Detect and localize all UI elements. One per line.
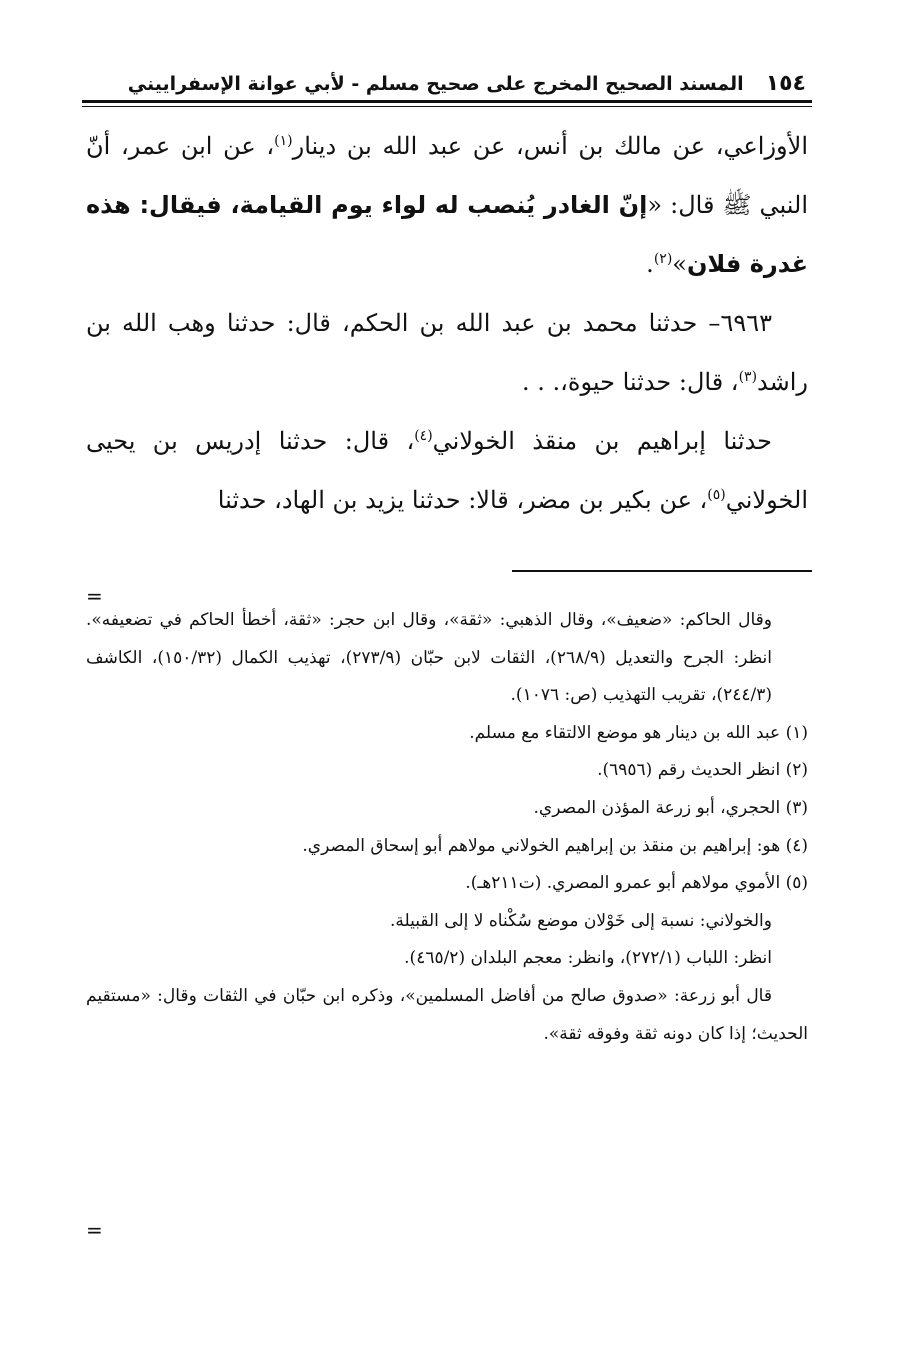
running-title: المسند الصحيح المخرج على صحيح مسلم - لأبي عوانة الإسفراييني xyxy=(127,73,744,95)
footnote-ref: (١) xyxy=(274,133,293,149)
footnote-ref: (٢) xyxy=(653,251,673,267)
footnote-5-note-2: انظر: اللباب (٢٧٢/١)، وانظر: معجم البلدان (٤٦٥/٢). xyxy=(404,948,772,969)
footnote-5: (٥) الأموي مولاهم أبو عمرو المصري. (ت٢١١هـ). xyxy=(465,873,808,894)
footnotes xyxy=(86,602,808,1053)
text-run: حدثنا إبراهيم بن منقذ الخولاني xyxy=(432,427,772,455)
hadith-quote: إنّ الغادر يُنصب له لواء يوم القيامة، فيقال: هذه غدرة فلان xyxy=(86,191,808,278)
footnote-1: (١) عبد الله بن دينار هو موضع الالتقاء مع مسلم. xyxy=(469,722,808,743)
continuation-mark: = xyxy=(86,584,103,608)
footnote-2: (٢) انظر الحديث رقم (٦٩٥٦). xyxy=(597,760,808,781)
document-page xyxy=(82,60,812,1310)
footnote-5-note-3: قال أبو زرعة: «صدوق صالح من أفاضل المسلمين»، وذكره ابن حبّان في الثقات وقال: «مستقيم الحديث؛ إذا كان دونه ثقة وفوقه ثقة». xyxy=(86,985,808,1044)
paragraph-isnad-6963 xyxy=(86,294,808,412)
footnote-ref: (٣) xyxy=(738,369,758,385)
header-rule-thin xyxy=(82,106,812,107)
paragraph-hadith-text xyxy=(86,117,808,294)
footnote-3: (٣) الحجري، أبو زرعة المؤذن المصري. xyxy=(533,797,808,818)
text-run: ، عن ابن عمر، أنّ النبي ﷺ قال: « xyxy=(86,132,809,219)
running-header xyxy=(82,60,812,96)
text-run: ٦٩٦٣– حدثنا محمد بن عبد الله بن الحكم، قال: حدثنا وهب الله بن راشد xyxy=(86,309,808,396)
text-run: ، قال: حدثنا حيوة،. . . xyxy=(522,368,739,396)
text-run: ، عن بكير بن مضر، قالا: حدثنا يزيد بن الهاد، حدثنا xyxy=(217,486,708,514)
footnote-5-note-1: والخولاني: نسبة إلى خَوْلان موضع سُكْناه لا إلى القبيلة. xyxy=(389,910,772,931)
footnote-continued: وقال الحاكم: «ضعيف»، وقال الذهبي: «ثقة»، وقال ابن حجر: «ثقة، أخطأ الحاكم في تضعيفه». انظر: الجرح والتعديل (٢٦٨/٩)، الثقات لابن حبّان (٢٧٣/٩)، تهذيب الكمال (١٥٠/٣٢)، الكاشف (٢٤٤/٣)، تقريب التهذيب (ص: ١٠٧٦). xyxy=(86,610,772,706)
main-text xyxy=(82,117,812,530)
footnote-ref: (٤) xyxy=(414,428,433,444)
text-run: . xyxy=(646,250,654,278)
text-run: الأوزاعي، عن مالك بن أنس، عن عبد الله بن دينار xyxy=(292,132,809,160)
continuation-mark-end: = xyxy=(86,1218,103,1242)
footnote-4: (٤) هو: إبراهيم بن منقذ بن إبراهيم الخولاني مولاهم أبو إسحاق المصري. xyxy=(302,835,808,856)
footnote-ref: (٥) xyxy=(707,487,726,503)
page-number: ١٥٤ xyxy=(765,71,806,96)
text-run: » xyxy=(672,250,687,278)
paragraph-isnad-second xyxy=(86,412,808,530)
header-rule-thick xyxy=(82,100,812,103)
footnote-separator xyxy=(512,570,812,572)
text-run: ، قال: حدثنا إدريس بن يحيى الخولاني xyxy=(86,427,808,514)
